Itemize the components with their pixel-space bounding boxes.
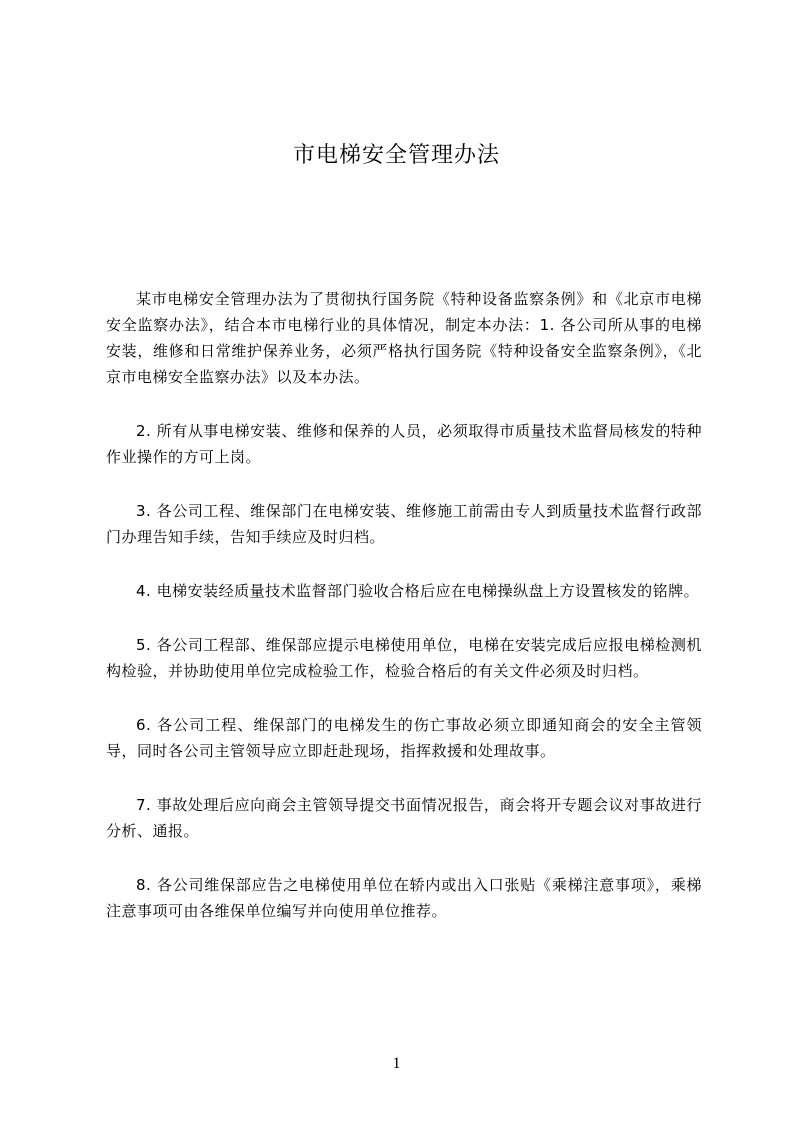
paragraph-item-5: 5. 各公司工程部、维保部应提示电梯使用单位，电梯在安装完成后应报电梯检测机构检验，并协助使用单位完成检验工作，检验合格后的有关文件必须及时归档。	[106, 636, 702, 680]
paragraph-item-8: 8. 各公司维保部应告之电梯使用单位在轿内或出入口张贴《乘梯注意事项》，乘梯注意事项可由各维保单位编写并向使用单位推荐。	[106, 876, 702, 920]
paragraph-item-6: 6. 各公司工程、维保部门的电梯发生的伤亡事故必须立即通知商会的安全主管领导，同时各公司主管领导应立即赶赴现场，指挥救援和处理故事。	[106, 716, 702, 760]
document-body	[106, 286, 702, 952]
document-title: 市电梯安全管理办法	[292, 143, 500, 168]
paragraph-item-4: 4. 电梯安装经质量技术监督部门验收合格后应在电梯操纵盘上方设置核发的铭牌。	[136, 582, 700, 600]
paragraph-intro: 某市电梯安全管理办法为了贯彻执行国务院《特种设备监察条例》和《北京市电梯安全监察办法》，结合本市电梯行业的具体情况，制定本办法：1. 各公司所从事的电梯安装，维修和日常维护保养业务，必须严格执行国务院《特种设备安全监察条例》，《北京市电梯安全监察办法》以及本办法。	[106, 290, 702, 386]
paragraph-item-7: 7. 事故处理后应向商会主管领导提交书面情况报告，商会将开专题会议对事故进行分析、通报。	[106, 796, 702, 840]
paragraph-item-2: 2. 所有从事电梯安装、维修和保养的人员，必须取得市质量技术监督局核发的特种作业操作的方可上岗。	[106, 422, 702, 466]
paragraph-item-3: 3. 各公司工程、维保部门在电梯安装、维修施工前需由专人到质量技术监督行政部门办理告知手续，告知手续应及时归档。	[106, 502, 702, 546]
page-number: 1	[392, 1055, 401, 1072]
